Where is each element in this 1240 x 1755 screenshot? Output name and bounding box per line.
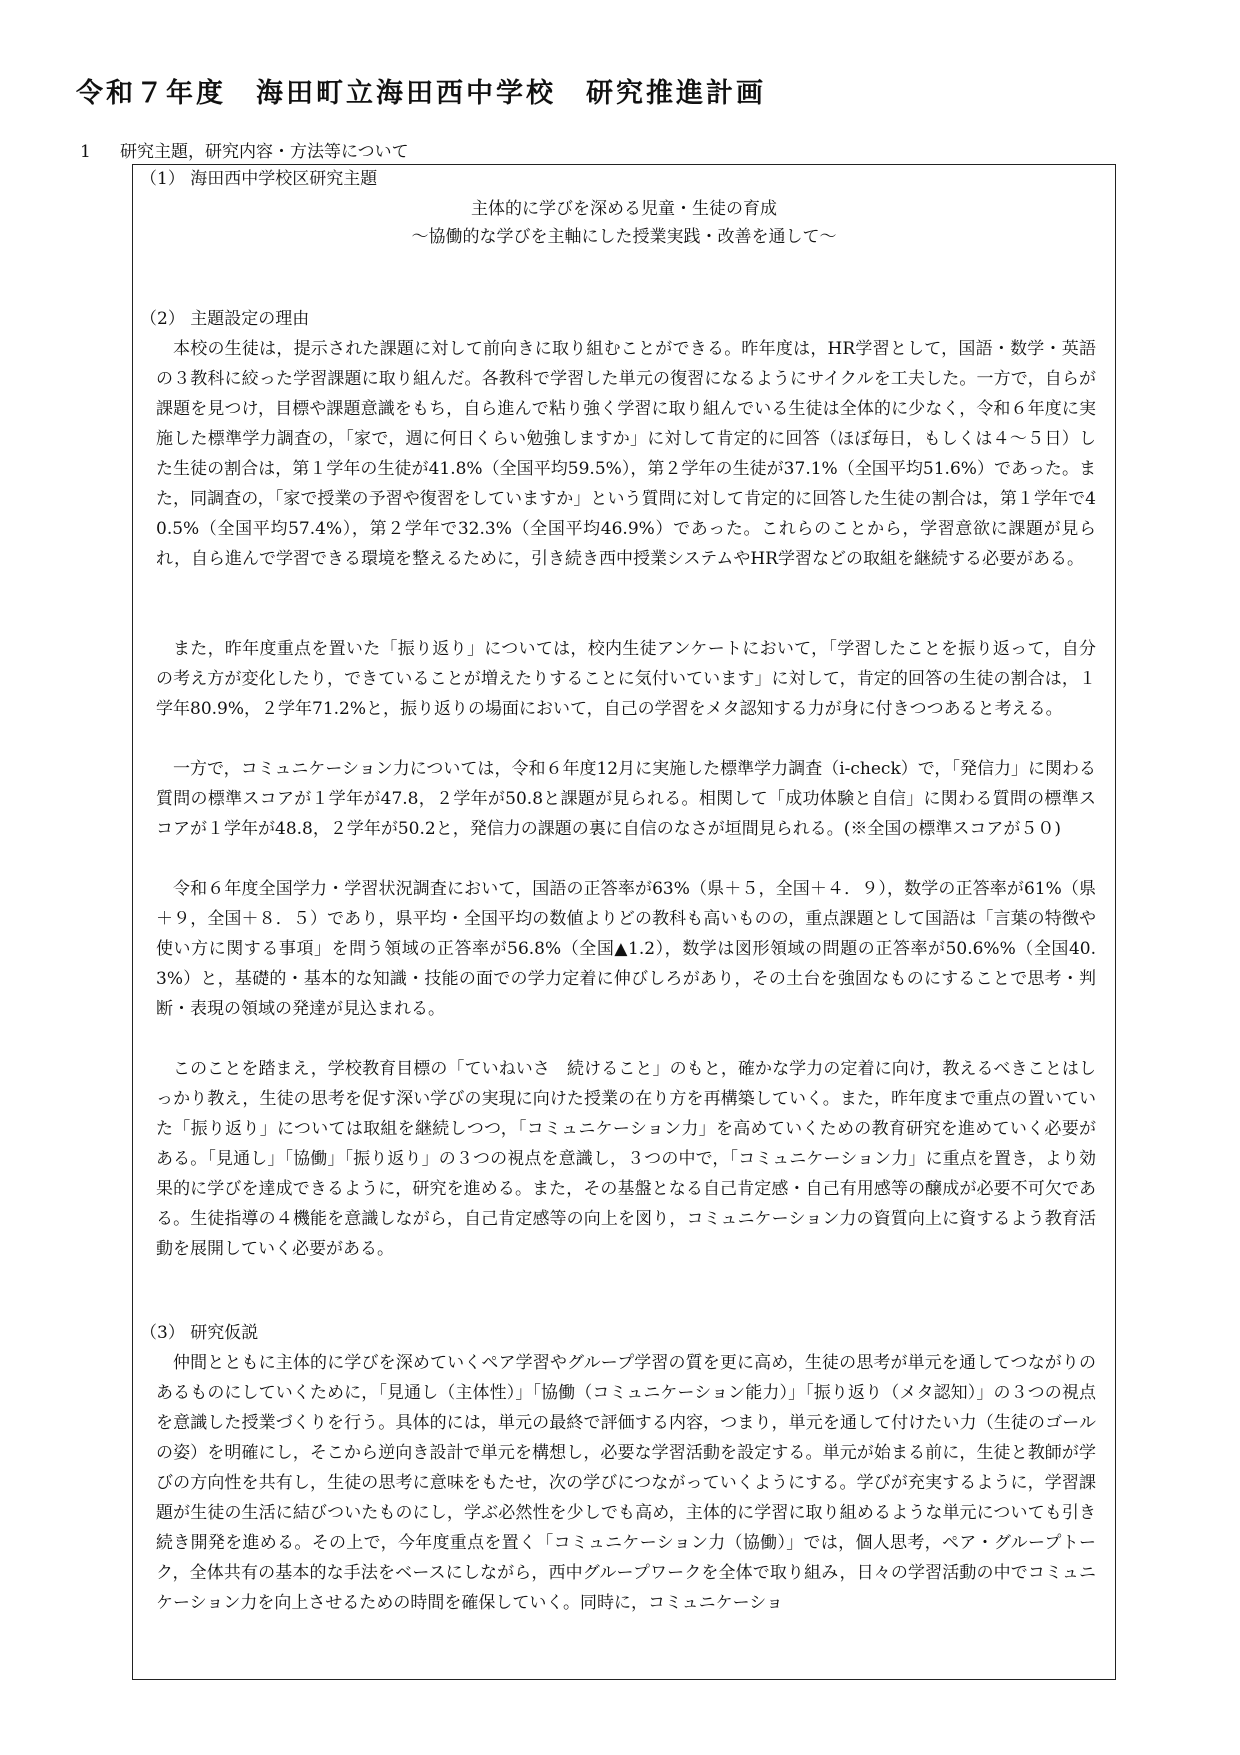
subsection-heading: 研究仮説: [190, 1323, 259, 1343]
section-number: 1: [80, 142, 91, 162]
reason-paragraph-2: また，昨年度重点を置いた「振り返り」については，校内生徒アンケートにおいて，「学習したことを振り返って，自分の考え方が変化したり，できていることが増えたりすることに気付いています」に対して，肯定的回答の生徒の割合は，１学年80.9%，２学年71.2%と，振り返りの場面において，自己の学習をメタ認知する力が身に付きつつあると考える。: [156, 639, 1096, 719]
research-theme-heading: [140, 166, 377, 192]
research-theme-main: 主体的に学びを深める児童・生徒の育成: [471, 199, 777, 219]
section-heading-text: 研究主題，研究内容・方法等について: [120, 142, 409, 162]
reason-paragraph-4: 令和６年度全国学力・学習状況調査において，国語の正答率が63%（県＋５，全国＋４．９），数学の正答率が61%（県＋９，全国＋８．５）であり，県平均・全国平均の数値よりどの教科も高いものの，重点課題として国語は「言葉の特徴や使い方に関する事項」を問う領域の正答率が56.8%（全国▲1.2），数学は図形領域の問題の正答率が50.6%%（全国40.3%）と，基礎的・基本的な知識・技能の面での学力定着に伸びしろがあり，その土台を強固なものにすることで思考・判断・表現の領域の発達が見込まれる。: [156, 879, 1096, 1019]
subsection-heading: 海田西中学校区研究主題: [190, 169, 378, 189]
hypothesis-heading: [140, 1320, 258, 1346]
research-theme-sub: 〜協働的な学びを主軸にした授業実践・改善を通して〜: [411, 227, 837, 247]
theme-reason-heading: [140, 306, 309, 332]
subsection-label: （2）: [140, 309, 185, 329]
reason-paragraph-1: 本校の生徒は，提示された課題に対して前向きに取り組むことができる。昨年度は，HR学習として，国語・数学・英語の３教科に絞った学習課題に取り組んだ。各教科で学習した単元の復習になるようにサイクルを工夫した。一方で，自らが課題を見つけ，目標や課題意識をもち，自ら進んで粘り強く学習に取り組んでいる生徒は全体的に少なく，令和６年度に実施した標準学力調査の，「家で，週に何日くらい勉強しますか」に対して肯定的に回答（ほぼ毎日，もしくは４〜５日）した生徒の割合は，第１学年の生徒が41.8%（全国平均59.5%），第２学年の生徒が37.1%（全国平均51.6%）であった。また，同調査の，「家で授業の予習や復習をしていますか」という質問に対して肯定的に回答した生徒の割合は，第１学年で40.5%（全国平均57.4%），第２学年で32.3%（全国平均46.9%）であった。これらのことから，学習意欲に課題が見られ，自ら進んで学習できる環境を整えるために，引き続き西中授業システムやHR学習などの取組を継続する必要がある。: [156, 339, 1096, 569]
reason-paragraph-5: このことを踏まえ，学校教育目標の「ていねいさ 続けること」のもと，確かな学力の定着に向け，教えるべきことはしっかり教え，生徒の思考を促す深い学びの実現に向けた授業の在り方を再構築していく。また，昨年度まで重点の置いていた「振り返り」については取組を継続しつつ，「コミュニケーション力」を高めていくための教育研究を進めていく必要がある。「見通し」「協働」「振り返り」の３つの視点を意識し，３つの中で，「コミュニケーション力」に重点を置き，より効果的に学びを達成できるように，研究を進める。また，その基盤となる自己肯定感・自己有用感等の醸成が必要不可欠である。生徒指導の４機能を意識しながら，自己肯定感等の向上を図り，コミュニケーション力の資質向上に資するよう教育活動を展開していく必要がある。: [156, 1059, 1096, 1259]
page-title: 令和７年度 海田町立海田西中学校 研究推進計画: [76, 78, 766, 109]
reason-paragraph-3: 一方で，コミュニケーション力については，令和６年度12月に実施した標準学力調査（i-check）で，「発信力」に関わる質問の標準スコアが１学年が47.8，２学年が50.8と課題が見られる。相関して「成功体験と自信」に関わる質問の標準スコアが１学年が48.8，２学年が50.2と，発信力の課題の裏に自信のなさが垣間見られる。(※全国の標準スコアが５０): [156, 759, 1096, 839]
hypothesis-paragraph: 仲間とともに主体的に学びを深めていくペア学習やグループ学習の質を更に高め，生徒の思考が単元を通してつながりのあるものにしていくために，「見通し（主体性）」「協働（コミュニケーション能力）」「振り返り（メタ認知）」の３つの視点を意識した授業づくりを行う。具体的には，単元の最終で評価する内容，つまり，単元を通して付けたい力（生徒のゴールの姿）を明確にし，そこから逆向き設計で単元を構想し，必要な学習活動を設定する。単元が始まる前に，生徒と教師が学びの方向性を共有し，生徒の思考に意味をもたせ，次の学びにつながっていくようにする。学びが充実するように，学習課題が生徒の生活に結びついたものにし，学ぶ必然性を少しでも高め，主体的に学習に取り組めるような単元についても引き続き開発を進める。その上で，今年度重点を置く「コミュニケーション力（協働）」では，個人思考，ペア・グループトーク，全体共有の基本的な手法をベースにしながら，西中グループワークを全体で取り組み，日々の学習活動の中でコミュニケーション力を向上させるための時間を確保していく。同時に，コミュニケーショ: [156, 1353, 1096, 1613]
subsection-heading: 主題設定の理由: [190, 309, 310, 329]
subsection-label: （1）: [140, 169, 185, 189]
section-heading: [80, 140, 409, 164]
subsection-label: （3）: [140, 1323, 185, 1343]
